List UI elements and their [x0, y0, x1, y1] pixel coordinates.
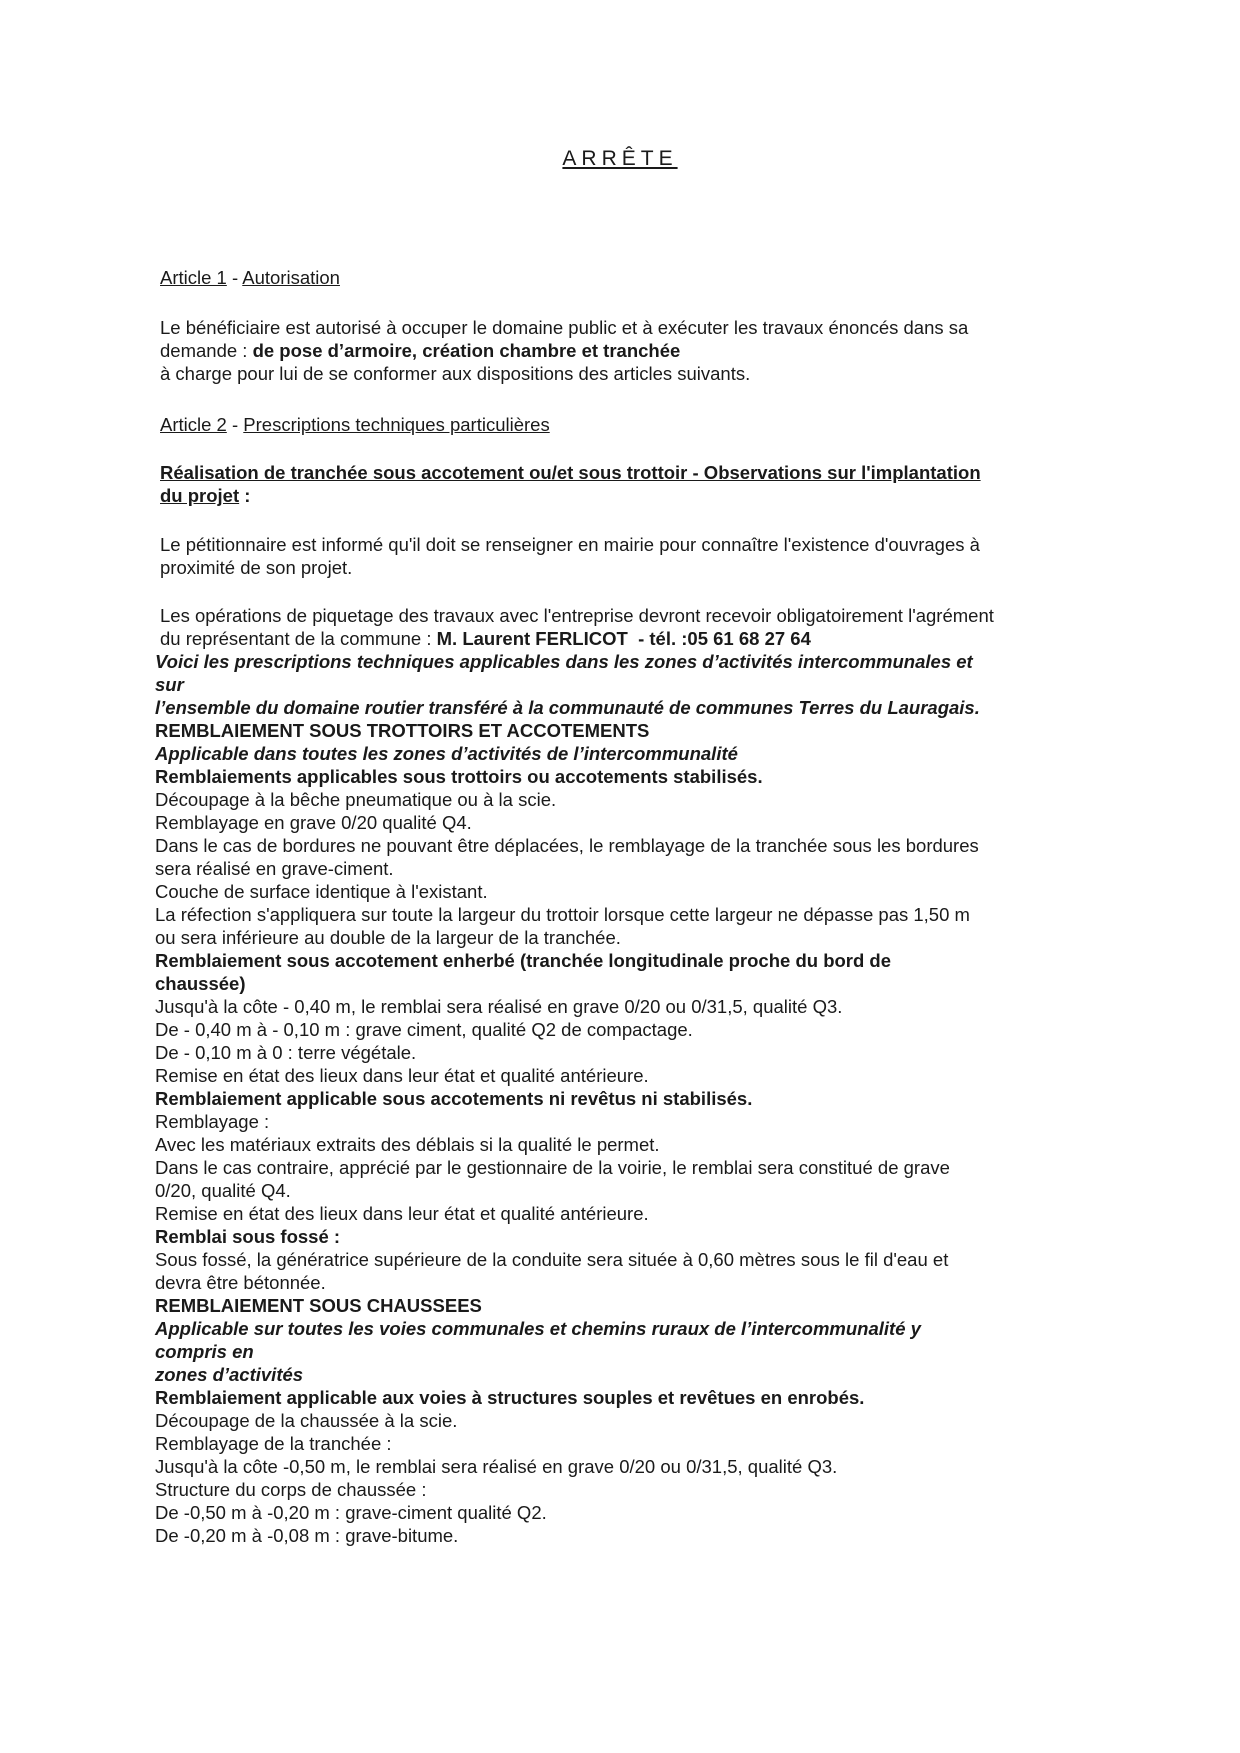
body-line: l’ensemble du domaine routier transféré à la communauté de communes Terres du Lauragais. — [155, 697, 980, 718]
body-line: Sous fossé, la génératrice supérieure de la conduite sera située à 0,60 mètres sous le fil d'eau et — [155, 1249, 949, 1270]
subheading-line-2 — [160, 484, 1100, 507]
body-line: ou sera inférieure au double de la largeur de la tranchée. — [155, 927, 621, 948]
article-1-line-2 — [160, 339, 1100, 362]
body-line: De -0,50 m à -0,20 m : grave-ciment qualité Q2. — [155, 1502, 547, 1523]
article-1-title: Autorisation — [242, 267, 340, 288]
article-1-heading — [160, 266, 1100, 289]
article-2-heading — [160, 413, 1100, 436]
body-line: 0/20, qualité Q4. — [155, 1180, 291, 1201]
body-line: Remblaiement applicable aux voies à structures souples et revêtues en enrobés. — [155, 1387, 865, 1408]
body-line: Découpage de la chaussée à la scie. — [155, 1410, 458, 1431]
article-1-line-1: Le bénéficiaire est autorisé à occuper le domaine public et à exécuter les travaux énoncés dans sa — [160, 317, 969, 338]
body-line: Applicable dans toutes les zones d’activités de l’intercommunalité — [155, 743, 738, 764]
article-2-paragraph-info — [160, 533, 1100, 579]
body-line: REMBLAIEMENT SOUS TROTTOIRS ET ACCOTEMENTS — [155, 720, 650, 741]
article-2-title: Prescriptions techniques particulières — [243, 414, 550, 435]
body-line: Structure du corps de chaussée : — [155, 1479, 427, 1500]
body-line: Jusqu'à la côte - 0,40 m, le remblai sera réalisé en grave 0/20 ou 0/31,5, qualité Q3. — [155, 996, 843, 1017]
body-line: Découpage à la bêche pneumatique ou à la scie. — [155, 789, 557, 810]
piquetage-line-2-prefix: du représentant de la commune : — [160, 628, 437, 649]
article-2-separator: - — [226, 414, 244, 435]
piquetage-line-2 — [160, 627, 1100, 650]
piquetage-line-1: Les opérations de piquetage des travaux avec l'entreprise devront recevoir obligatoirement l'agrément — [160, 605, 994, 626]
body-line: zones d’activités — [155, 1364, 304, 1385]
info-line-2: proximité de son projet. — [160, 557, 353, 578]
body-line: sur — [155, 674, 184, 695]
body-line: Jusqu'à la côte -0,50 m, le remblai sera réalisé en grave 0/20 ou 0/31,5, qualité Q3. — [155, 1456, 838, 1477]
body-line: Remise en état des lieux dans leur état et qualité antérieure. — [155, 1203, 649, 1224]
article-1-separator: - — [226, 267, 243, 288]
body-line: Remblaiements applicables sous trottoirs ou accotements stabilisés. — [155, 766, 763, 787]
body-line: Remblayage : — [155, 1111, 270, 1132]
body-line: De - 0,40 m à - 0,10 m : grave ciment, qualité Q2 de compactage. — [155, 1019, 693, 1040]
article-1-paragraph — [160, 316, 1100, 385]
body-line: La réfection s'appliquera sur toute la largeur du trottoir lorsque cette largeur ne dépasse pas 1,50 m — [155, 904, 970, 925]
body-line: chaussée) — [155, 973, 246, 994]
body-line: Dans le cas de bordures ne pouvant être déplacées, le remblayage de la tranchée sous les bordures — [155, 835, 979, 856]
body-line: Couche de surface identique à l'existant. — [155, 881, 488, 902]
body-line: sera réalisé en grave-ciment. — [155, 858, 394, 879]
body-line: Remblaiement applicable sous accotements ni revêtus ni stabilisés. — [155, 1088, 753, 1109]
article-1-label: Article 1 — [160, 267, 227, 288]
body-line: Applicable sur toutes les voies communales et chemins ruraux de l’intercommunalité y — [155, 1318, 921, 1339]
body-line: Remblayage en grave 0/20 qualité Q4. — [155, 812, 472, 833]
body-line: Remise en état des lieux dans leur état et qualité antérieure. — [155, 1065, 649, 1086]
body-line: REMBLAIEMENT SOUS CHAUSSEES — [155, 1295, 482, 1316]
technical-prescriptions — [155, 650, 1095, 1547]
body-line: De - 0,10 m à 0 : terre végétale. — [155, 1042, 417, 1063]
body-line: Avec les matériaux extraits des déblais si la qualité le permet. — [155, 1134, 660, 1155]
subheading-colon: : — [239, 485, 251, 506]
subheading-line-1: Réalisation de tranchée sous accotement ou/et sous trottoir - Observations sur l'implantation — [160, 462, 981, 483]
body-line: Remblayage de la tranchée : — [155, 1433, 392, 1454]
body-line: compris en — [155, 1341, 254, 1362]
article-1-line-3: à charge pour lui de se conformer aux dispositions des articles suivants. — [160, 363, 751, 384]
body-line: Dans le cas contraire, apprécié par le gestionnaire de la voirie, le remblai sera constitué de grave — [155, 1157, 950, 1178]
article-1-line-2-prefix: demande : — [160, 340, 253, 361]
body-line: De -0,20 m à -0,08 m : grave-bitume. — [155, 1525, 459, 1546]
article-2-paragraph-piquetage — [160, 604, 1100, 650]
body-line: Remblai sous fossé : — [155, 1226, 341, 1247]
article-1-works-description: de pose d’armoire, création chambre et tranchée — [252, 340, 681, 361]
info-line-1: Le pétitionnaire est informé qu'il doit se renseigner en mairie pour connaître l'existence d'ouvrages à — [160, 534, 980, 555]
document-title: ARRÊTE — [562, 147, 678, 170]
commune-contact: M. Laurent FERLICOT - tél. :05 61 68 27 64 — [436, 628, 811, 649]
body-line: devra être bétonnée. — [155, 1272, 326, 1293]
body-line: Voici les prescriptions techniques applicables dans les zones d’activités intercommunales et — [155, 651, 973, 672]
article-2-subheading — [160, 461, 1100, 507]
body-line: Remblaiement sous accotement enherbé (tranchée longitudinale proche du bord de — [155, 950, 892, 971]
article-2-label: Article 2 — [160, 414, 227, 435]
subheading-line-2-text: du projet — [160, 485, 240, 506]
